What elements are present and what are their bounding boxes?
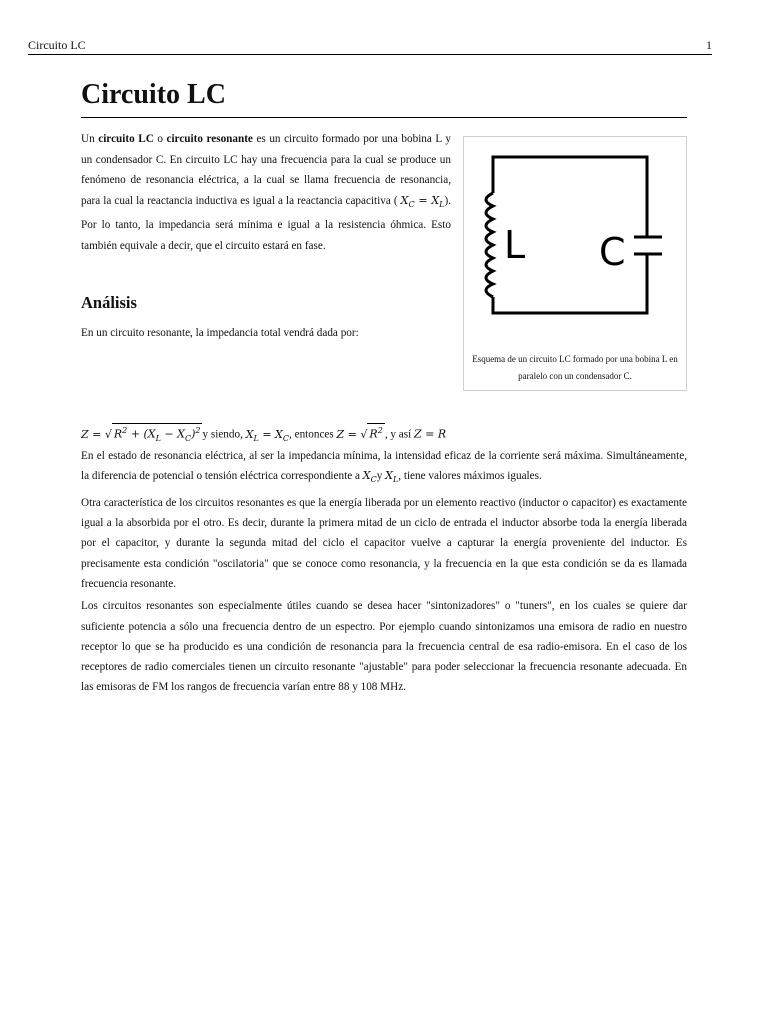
math-z-impedance: Z = √ $R^2 + (X_L - X_C)^2$	[81, 428, 202, 441]
formula-text-siendo: y siendo,	[202, 428, 246, 441]
capacitor-label: C	[599, 230, 626, 274]
running-header	[28, 38, 712, 55]
lc-circuit-figure	[463, 136, 687, 391]
math-z-sqrt-r2: Z = √ $R^2$	[337, 428, 385, 441]
paragraph-energia: Otra característica de los circuitos resonantes es que la energía liberada por un elemento reactivo (inductor o capacitor) es exactamente igual a la absorbida por el otro. Es decir, durante la primera mitad de un ciclo de entrada el inductor absorbe toda la energía liberada por el capacitor, y durante la segunda mitad del ciclo el capacitor vuelve a capturar la energía proveniente del inductor. Es precisamente esta condición "oscilatoria" que se conoce como resonancia, y la frecuencia en la que esta condición se da es llamada frecuencia resonante.	[81, 496, 687, 590]
page-title: Circuito LC	[81, 79, 226, 110]
math-xc: $X_C$	[362, 469, 377, 485]
intro-text-1: Un	[81, 133, 99, 145]
analysis-lead: En un circuito resonante, la impedancia total vendrá dada por:	[81, 327, 359, 339]
paragraph-sintonizadores: Los circuitos resonantes son especialmente útiles cuando se desea hacer "sintonizadores" o "tuners", en los cuales se quiere dar suficiente potencia a sólo una frecuencia dentro de un espectro. Por ejemplo cuando sintonizamos una emisora de radio en nuestro receptor lo que se ha producido es una condición de resonancia para la frecuencia central de esa radio-emisora. En el caso de los receptores de radio comerciales tienen un circuito resonante "ajustable" para poder seleccionar la frecuencia resonante adecuada. En las emisoras de FM los rangos de frecuencia varían entre 88 y 108 MHz.	[81, 600, 687, 694]
intro-bold-resonante: circuito resonante	[166, 133, 253, 145]
formula-text-entonces: , entonces	[289, 428, 337, 441]
math-xl: $X_L$	[385, 469, 399, 485]
intro-text-3: es un circuito formado por una bobina L y un condensador C. En circuito LC hay una frecuencia para la cual se produce un fenómeno de resonancia eléctrica, a la cual se llama frecuencia de resonancia, para la cual la reactancia inductiva es igual a la reactancia capacitiva (	[81, 133, 451, 207]
section-heading-analisis: Análisis	[81, 293, 137, 312]
inductor-coil	[486, 193, 493, 297]
paragraph-resonancia-text-a: En el estado de resonancia eléctrica, al ser la impedancia mínima, la intensidad eficaz de la corriente será máxima. Simultáneamente, la diferencia de potencial o tensión eléctrica correspondiente a	[81, 450, 687, 483]
page-number: 1	[706, 38, 712, 52]
lc-circuit-diagram	[464, 137, 686, 347]
paragraph-resonancia-text-b: y	[376, 470, 386, 483]
figure-caption: Esquema de un circuito LC formado por una bobina L en paralelo con un condensador C.	[472, 354, 678, 381]
paragraph-resonancia-text-c: , tiene valores máximos iguales.	[398, 470, 542, 483]
inductor-label: L	[504, 223, 526, 267]
title-rule	[81, 117, 687, 118]
math-z-eq-r: Z = R	[414, 427, 447, 441]
paragraph-resonancia	[81, 446, 687, 491]
math-xl-eq-xc: $X_L = X_C$	[245, 427, 290, 443]
intro-text-4: ). Por lo tanto, la impedancia será mínima e igual a la resistencia óhmica. Esto también equivale a decir, que el circuito estará en fase.	[81, 194, 451, 252]
running-title: Circuito LC	[28, 38, 86, 52]
formula-text-yasi: , y así	[384, 428, 415, 441]
math-xc-eq-xl: $X_C = X_L$	[400, 193, 445, 209]
analysis-body	[81, 446, 687, 700]
intro-text-2: o	[153, 133, 167, 145]
impedance-formula-line	[81, 423, 687, 449]
intro-bold-lc: circuito LC	[98, 133, 154, 145]
intro-paragraph	[81, 129, 451, 256]
